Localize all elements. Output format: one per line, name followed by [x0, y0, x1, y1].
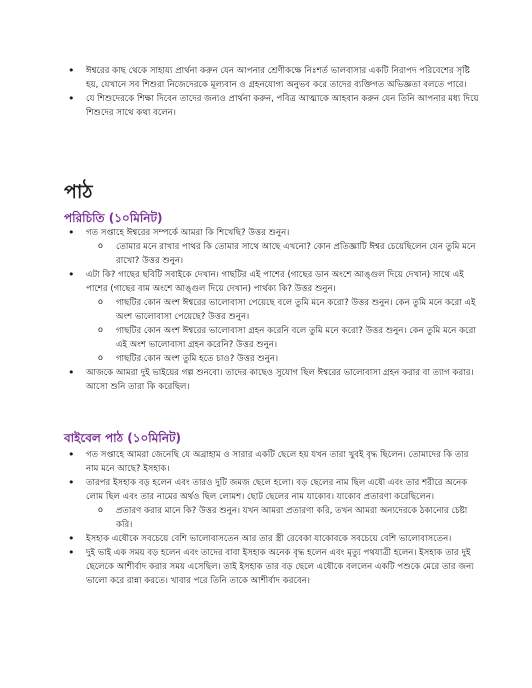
list-item: • গত সপ্তাহে আমরা জেনেছি যে অব্রাহাম ও সারার একটি ছেলে হয় যখন তারা খুবই বৃদ্ধ ছিলেন। তোমাদের কি তার নাম মনে আছে? ইসহাক।: [58, 448, 480, 476]
list-item: • আজকে আমরা দুই ভাইয়ের গল্প শুনবো। তাদের কাছেও সুযোগ ছিল ঈশ্বরের ভালোবাসা গ্রহন করার বা ত্যাগ করার। আসো শুনি তারা কি করেছিল।: [58, 366, 480, 394]
list-item: • যে শিশুদেরকে শিক্ষা দিবেন তাদের জন্যও প্রার্থনা করুন, পবিত্র আত্মাকে আহবান করুন যেন তিনি আপনার মধ্য দিয়ে শিশুদের সাথে কথা বলেন।: [58, 92, 480, 120]
bible-heading: বাইবেল পাঠ (১০মিনিট): [64, 431, 182, 445]
list-item: • দুই ভাই এক সময় বড় হলেন এবং তাদের বাবা ইসহাক অনেক বৃদ্ধ হলেন এবং মৃত্যু পথযাত্রী হলেন। ইসহাক তার দুই ছেলেকে আশীর্বাদ করার সময় এসেছিল। তাই ইসহাক তার বড় ছেলে এষৌকে বললেন একটি পশুকে মেরে তার জন্য ভালো করে রান্না করতে। খাবার পরে তিনি তাকে আশীর্বাদ করবেন।: [58, 546, 480, 588]
list-subitem: o গাছটির কোন অংশ ঈশ্বরের ভালোবাসা পেয়েছে বলে তুমি মনে করো? উত্তর শুনুন। কেন তুমি মনে করো এই অংশ ভালোবাসা পেয়েছে? উত্তর শুনুন।: [84, 296, 480, 324]
list-subitem: o প্রতারণ করার মানে কি? উত্তর শুনুন। যখন আমরা প্রতারণা করি, তখন আমরা অন্যদেরকে ঠকানোর চেষ্টা করি।: [84, 504, 480, 532]
list-subitem: o তোমার মনে রাখার পাথর কি তোমার সাথে আছে এখনো? কোন প্রতিজ্ঞাটি ঈশ্বর চেয়েছিলেন যেন তুমি মনে রাখো? উত্তর শুনুন।: [84, 240, 480, 268]
list-subitem: o গাছটির কোন অংশ তুমি হতে চাও? উত্তর শুনুন।: [84, 352, 480, 366]
lesson-heading: পাঠ: [64, 181, 93, 203]
intro-list: [58, 226, 480, 394]
list-item: • ইসহাক এষৌকে সবচেয়ে বেশি ভালোবাসতেন আর তার স্ত্রী রেবেকা যাকোবকে সবচেয়ে বেশি ভালোবাসতেন।: [58, 532, 480, 546]
list-item: • তারপর ইসহাক বড় হলেন এবং তারও দুটি জমজ ছেলে হলো। বড় ছেলের নাম ছিল এষৌ এবং তার শরীরে অনেক লোম ছিল এবং তার নামের অর্থও ছিল লোমশ। ছোট ছেলের নাম যাকোব। যাকোব প্রতারণা করেছিলেন।: [58, 476, 480, 504]
list-subitem: o গাছটির কোন অংশ ঈশ্বরের ভালোবাসা গ্রহন করেনি বলে তুমি মনে করো? উত্তর শুনুন। কেন তুমি মনে করো এই অংশ ভালোবাসা গ্রহন করেনি? উত্তর শুনুন।: [84, 324, 480, 352]
bible-list: [58, 448, 480, 588]
list-item: • এটা কি? গাছের ছবিটি সবাইকে দেখান। গাছটির এই পাশের (গাছের ডান অংশে আঙ্গুল দিয়ে দেখান) সাথে এই পাশের (গাছের বাম অংশে আঙ্গুল দিয়ে দেখান) পার্থক্য কি? উত্তর শুনুন।: [58, 268, 480, 296]
list-item: • গত সপ্তাহে ঈশ্বরের সম্পর্কে আমরা কি শিখেছি? উত্তর শুনুন।: [58, 226, 480, 240]
intro-heading: পরিচিতি (১০মিনিট): [64, 211, 163, 225]
prep-list: [58, 64, 480, 120]
list-item: • ঈশ্বরের কাছ থেকে সাহায্য প্রার্থনা করুন যেন আপনার শ্রেণীকক্ষে নিঃশর্ত ভালবাসার একটি নিরাপদ পরিবেশের সৃষ্টি হয়, যেখানে সব শিশুরা নিজেদেরকে মূল্যবান ও গ্রহনযোগ্য অনুভব করে তাদের ব্যক্তিগত অভিজ্ঞতা বলতে পারে।: [58, 64, 480, 92]
